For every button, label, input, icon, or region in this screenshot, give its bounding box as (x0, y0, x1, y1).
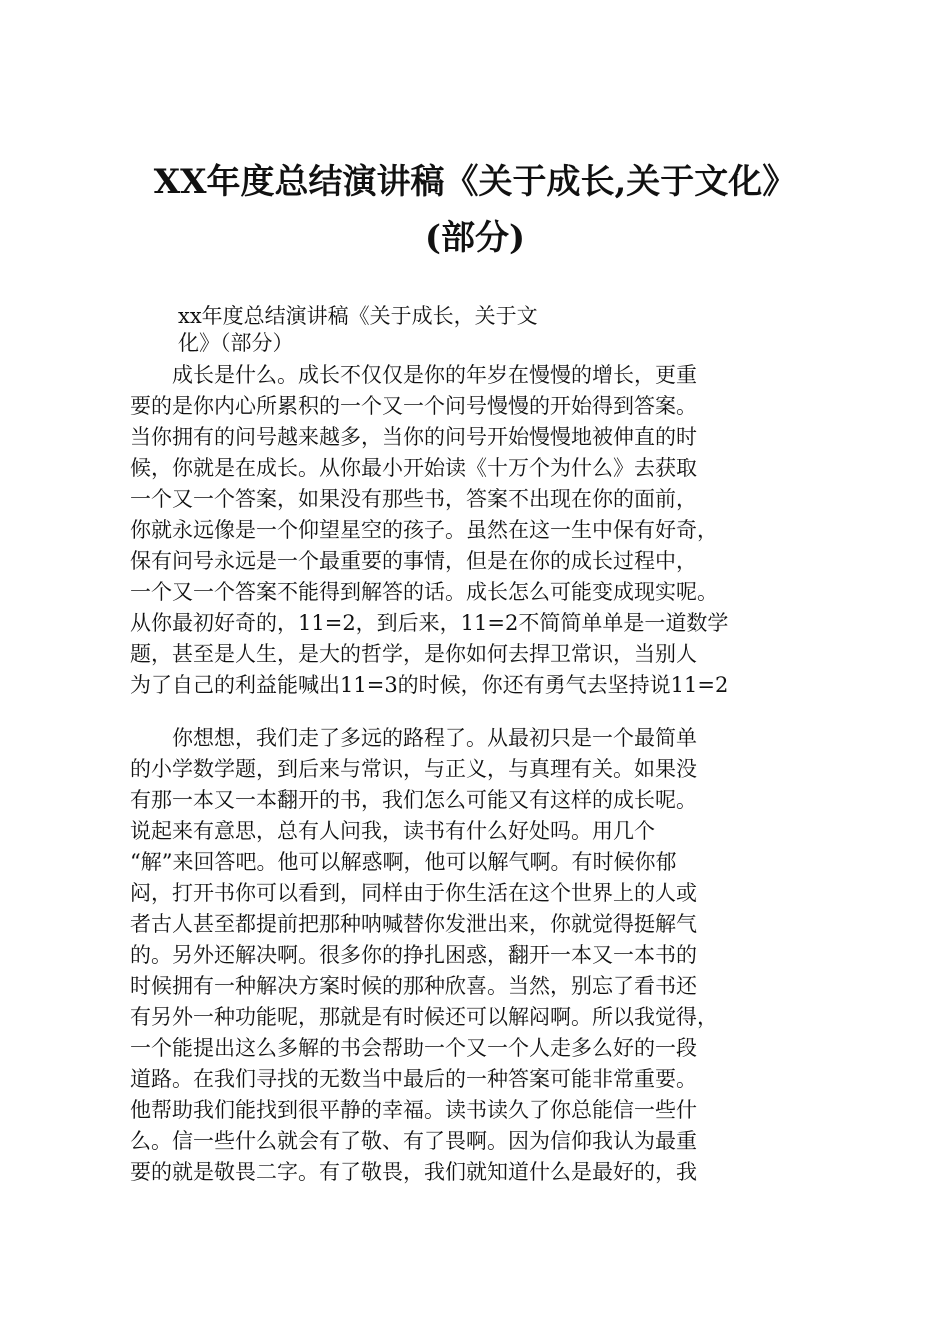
text-line: 当你拥有的问号越来越多，当你的问号开始慢慢地被伸直的时 (130, 425, 697, 449)
text-line: 的。另外还解决啊。很多你的挣扎困惑，翻开一本又一本书的 (130, 943, 697, 967)
text-line: 你就永远像是一个仰望星空的孩子。虽然在这一生中保有好奇， (130, 518, 718, 542)
text-line: 道路。在我们寻找的无数当中最后的一种答案可能非常重要。 (130, 1067, 697, 1091)
text-line: 候，你就是在成长。从你最小开始读《十万个为什么》去获取 (130, 456, 697, 480)
document-title: XX年度总结演讲稿《关于成长,关于文化》 (153, 162, 797, 202)
text-line: 说起来有意思，总有人问我，读书有什么好处吗。用几个 (130, 819, 655, 843)
text-line: 你想想，我们走了多远的路程了。从最初只是一个最简单 (130, 726, 697, 750)
text-line: 为了自己的利益能喊出11=3的时候，你还有勇气去坚持说11=2 (130, 673, 729, 697)
text-line: 成长是什么。成长不仅仅是你的年岁在慢慢的增长，更重 (130, 363, 697, 387)
text-line: 保有问号永远是一个最重要的事情，但是在你的成长过程中， (130, 549, 697, 573)
text-line: 要的就是敬畏二字。有了敬畏，我们就知道什么是最好的，我 (130, 1160, 697, 1184)
text-line: 一个又一个答案不能得到解答的话。成长怎么可能变成现实呢。 (130, 580, 718, 604)
text-line: 么。信一些什么就会有了敬、有了畏啊。因为信仰我认为最重 (130, 1129, 697, 1153)
text-line: 题，甚至是人生，是大的哲学，是你如何去捍卫常识，当别人 (130, 642, 697, 666)
text-line: 的小学数学题，到后来与常识，与正义，与真理有关。如果没 (130, 757, 697, 781)
subtitle-line: 化》（部分） (178, 331, 294, 355)
text-line: 一个能提出这么多解的书会帮助一个又一个人走多么好的一段 (130, 1036, 697, 1060)
text-line: 有另外一种功能呢，那就是有时候还可以解闷啊。所以我觉得， (130, 1005, 718, 1029)
text-line: 要的是你内心所累积的一个又一个问号慢慢的开始得到答案。 (130, 394, 697, 418)
text-line: 有那一本又一本翻开的书，我们怎么可能又有这样的成长呢。 (130, 788, 697, 812)
document-title-suffix: (部分) (424, 218, 526, 258)
text-line: “解”来回答吧。他可以解惑啊，他可以解气啊。有时候你郁 (130, 850, 677, 874)
text-line: 闷，打开书你可以看到，同样由于你生活在这个世界上的人或 (130, 881, 697, 905)
subtitle-line: xx年度总结演讲稿《关于成长，关于文 (178, 304, 538, 328)
text-line: 者古人甚至都提前把那种呐喊替你发泄出来，你就觉得挺解气 (130, 912, 697, 936)
text-line: 他帮助我们能找到很平静的幸福。读书读久了你总能信一些什 (130, 1098, 697, 1122)
text-line: 从你最初好奇的，11=2，到后来，11=2不简简单单是一道数学 (130, 611, 729, 635)
text-line: 一个又一个答案，如果没有那些书，答案不出现在你的面前， (130, 487, 697, 511)
text-line: 时候拥有一种解决方案时候的那种欣喜。当然，别忘了看书还 (130, 974, 697, 998)
